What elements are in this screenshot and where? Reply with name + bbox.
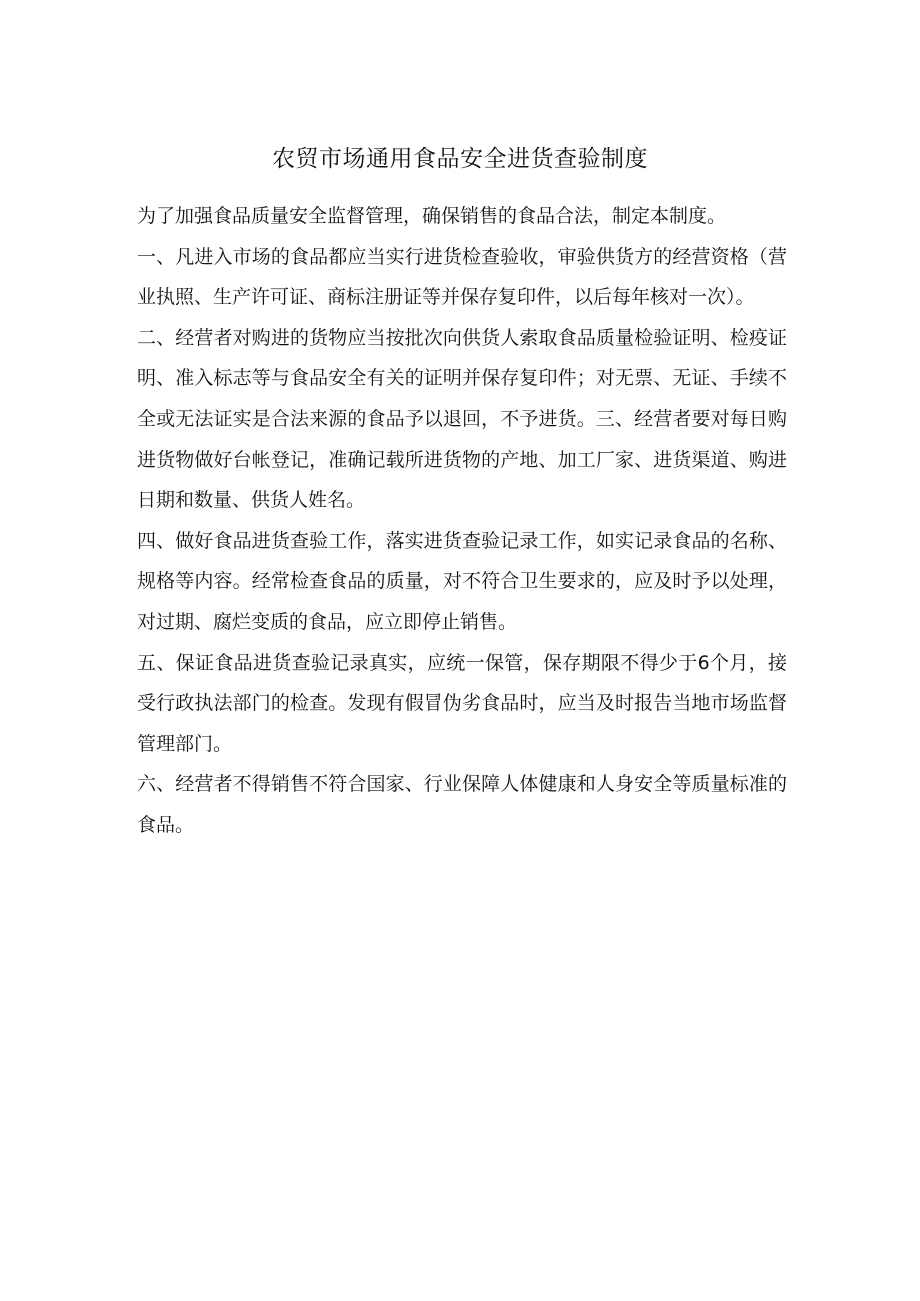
paragraph-2: 二、经营者对购进的货物应当按批次向供货人索取食品质量检验证明、检疫证明、准入标志等与食品安全有关的证明并保存复印件；对无票、无证、手续不全或无法证实是合法来源的食品予以退回，不予进货。三、经营者要对每日购进货物做好台帐登记，准确记载所进货物的产地、加工厂家、进货渠道、购进日期和数量、供货人姓名。 (137, 326, 787, 512)
document-body (137, 196, 787, 846)
document-title: 农贸市场通用食品安全进货查验制度 (272, 146, 648, 172)
paragraph-intro: 为了加强食品质量安全监督管理，确保销售的食品合法，制定本制度。 (137, 205, 727, 227)
paragraph-4: 四、做好食品进货查验工作，落实进货查验记录工作，如实记录食品的名称、规格等内容。经常检查食品的质量，对不符合卫生要求的，应及时予以处理，对过期、腐烂变质的食品，应立即停止销售。 (137, 529, 787, 633)
paragraph-5: 五、保证食品进货查验记录真实，应统一保管，保存期限不得少于6个月，接受行政执法部门的检查。发现有假冒伪劣食品时，应当及时报告当地市场监督管理部门。 (137, 651, 787, 755)
paragraph-6: 六、经营者不得销售不符合国家、行业保障人体健康和人身安全等质量标准的食品。 (137, 773, 787, 836)
paragraph-1: 一、凡进入市场的食品都应当实行进货检查验收，审验供货方的经营资格（营业执照、生产许可证、商标注册证等并保存复印件，以后每年核对一次）。 (137, 245, 787, 309)
